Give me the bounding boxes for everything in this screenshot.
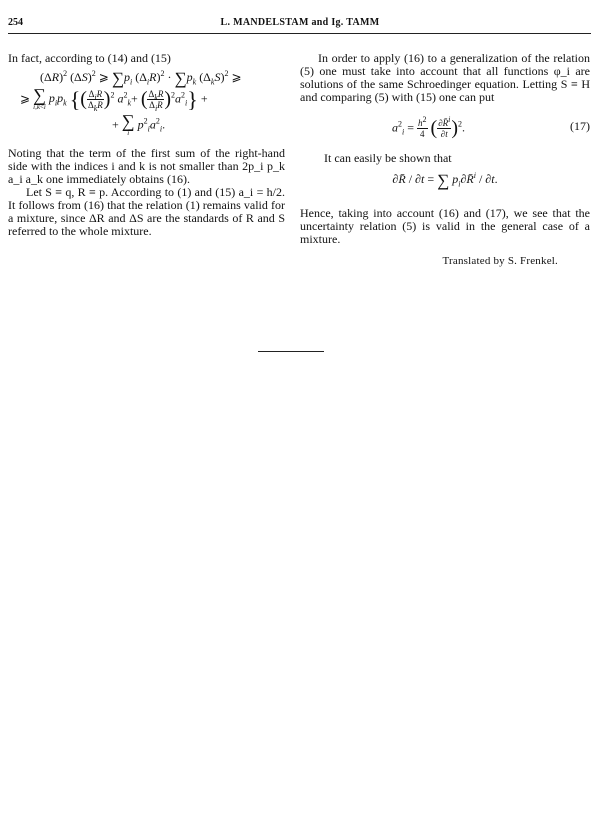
translator-credit: Translated by S. Frenkel. [442,255,558,267]
left-paragraph-3: Let S ≡ q, R ≡ p. According to (1) and (15) a_i = h/2. It follows from (16) that the relation (1) remains valid for a mixture, since ΔR and ΔS are the standards of R and S referred to the whole mixture. [8,184,285,238]
left-intro-text: In fact, according to (14) and (15) [8,51,171,65]
right-column [300,52,590,268]
right-paragraph-1: In order to apply (16) to a generalization of the relation (5) one must take into account that all functions φ_i are solutions of the same Schroedinger equation. Letting S ≡ H and comparing (5) with (15) one can put [300,51,590,104]
equation-16-line-2: ⩾ ∑ i,k<i $p_ip_k$ {( $\frac{\Delta_iR}{\Delta_kR}$ )$^2$ $a^2_k+$ ( $\frac{\Delta_kR}{\Delta_iR}$ )$^2a^2_i$} + [20,84,208,113]
left-column [8,52,285,238]
page-header [8,17,592,33]
equation-16 [8,68,285,138]
header-rule [8,33,591,34]
equation-16-line-3: + ∑ i $p^2_ia^2_i$. [112,110,166,137]
right-paragraph-3: Hence, taking into account (16) and (17), we see that the uncertainty relation (5) is valid in the general case of a mixture. [300,206,590,246]
running-title: L. MANDELSTAM and Ig. TAMM [220,17,380,28]
page-number: 254 [8,17,23,28]
equation-17 [300,110,590,148]
left-paragraph-2: Noting that the term of the first sum of the right-hand side with the indices i and k is not smaller than 2p_i p_k a_i a_k one immediately obtains (16). [8,145,285,186]
equation-16-line-1: $(\Delta R)^2$ $(\Delta S)^2$ ⩾ $\sum p_i$ $(\Delta_iR)^2 \cdot \sum p_k$ $(\Delta_kS)^2$ ⩾ [40,68,242,88]
equation-17-body: $a^2_i$ = $\frac{h^2}{4}$ ( $\frac{\partial R̄^i}{\partial t}$ )$^2$. [392,115,466,139]
equation-derivative: ∂R̄ / ∂t = ∑ $p_i\partial R̄^i / \partial t$. [392,170,498,190]
equation-17-number: (17) [570,119,590,133]
end-rule [258,351,324,352]
right-paragraph-2: It can easily be shown that [324,151,452,165]
